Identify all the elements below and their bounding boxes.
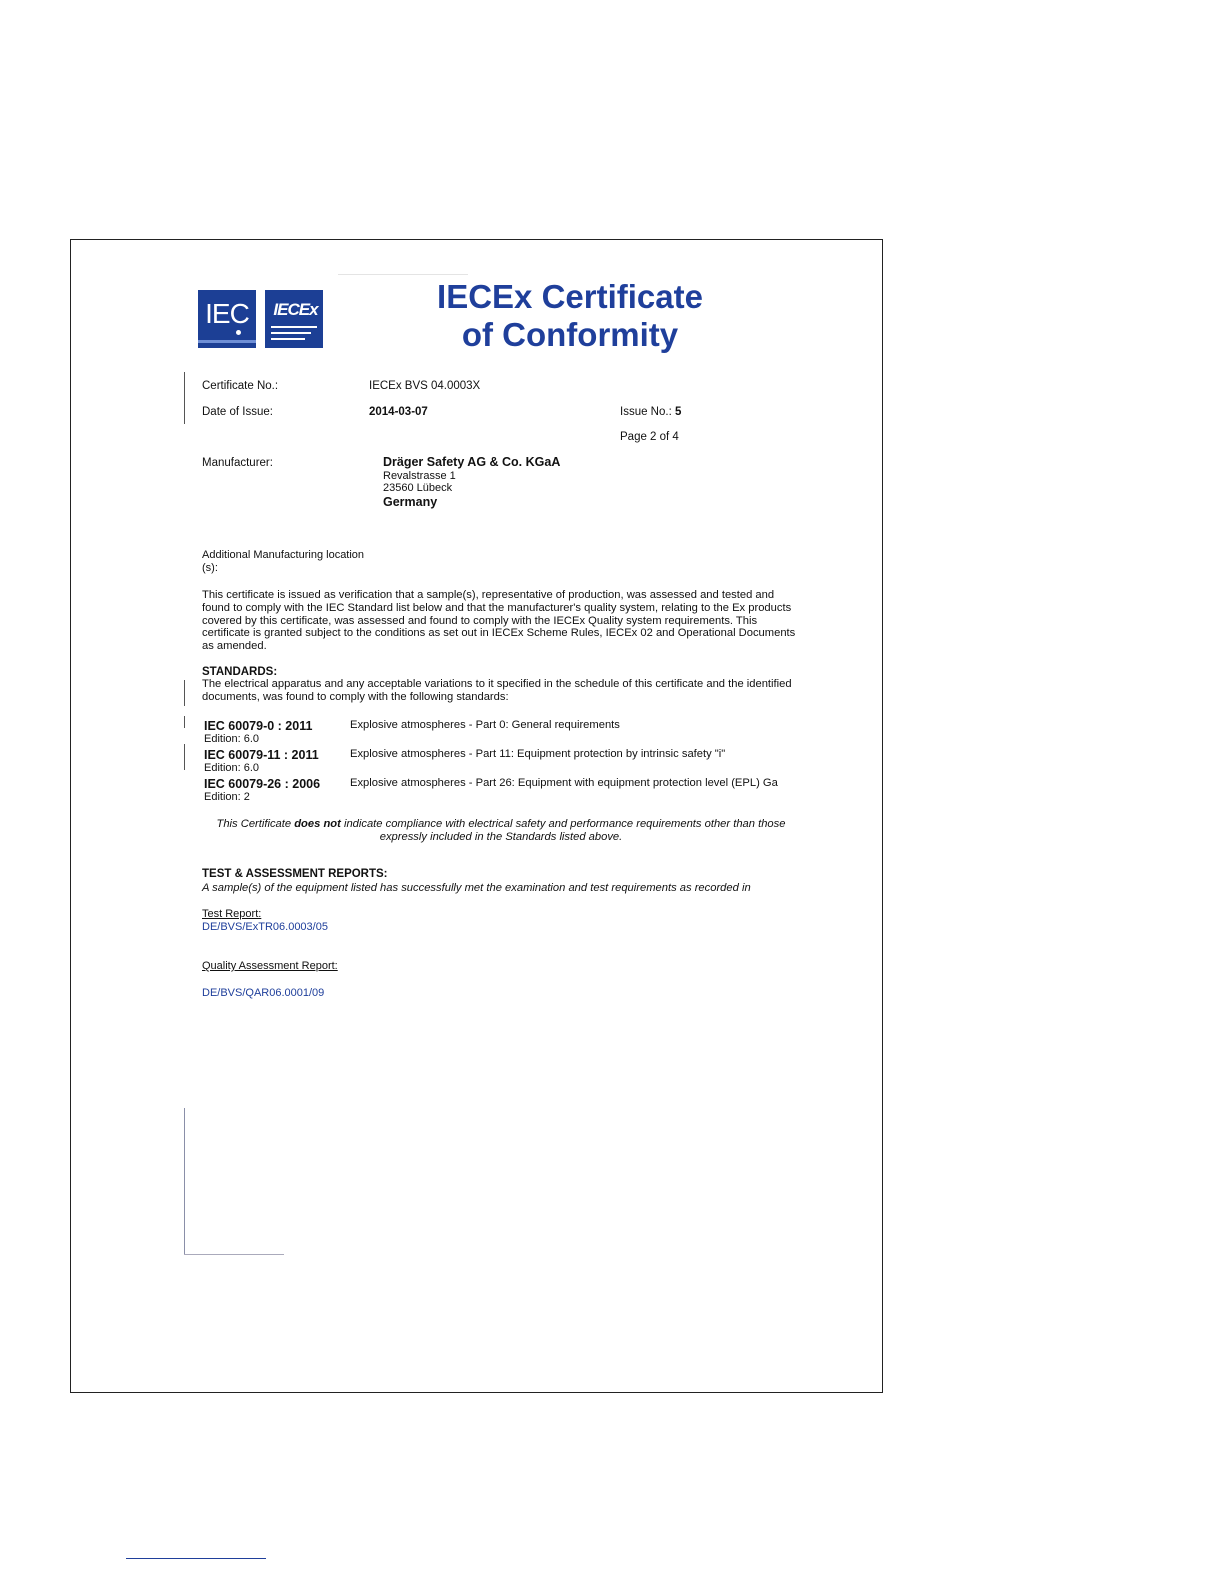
page-indicator: Page 2 of 4 [620, 431, 679, 443]
date-of-issue-label: Date of Issue: [202, 406, 273, 418]
iec-logo-text: IEC [205, 298, 249, 329]
issue-number [620, 406, 681, 418]
certificate-statement: This certificate is issued as verification that a sample(s), representative of production, was assessed and tested and found to comply with the IEC Standard list below and that the manufacturer's quality system, relating to the Ex products covered by this certificate, was assessed and found to comply with the IECEx Quality system requirements. This certificate is granted subject to the conditions as set out in IECEx Scheme Rules, IECEx 02 and Operational Documents as amended. [202, 589, 796, 653]
additional-location-label-line2: (s): [202, 562, 218, 574]
manufacturer-city: 23560 Lübeck [383, 482, 453, 494]
title-rule [338, 274, 468, 275]
manufacturer-name: Dräger Safety AG & Co. KGaA [383, 455, 561, 469]
reports-heading: TEST & ASSESSMENT REPORTS: [202, 868, 388, 880]
quality-assessment-report-value: DE/BVS/QAR06.0001/09 [202, 987, 325, 999]
standard-code: IEC 60079-11 : 2011 [204, 748, 319, 762]
revision-margin-line [184, 744, 185, 770]
standard-edition: Edition: 6.0 [204, 733, 260, 745]
certificate-page-frame [70, 239, 883, 1393]
manufacturer-label: Manufacturer: [202, 457, 273, 469]
standard-edition: Edition: 6.0 [204, 762, 260, 774]
standard-code: IEC 60079-0 : 2011 [204, 719, 313, 733]
date-of-issue-value: 2014-03-07 [369, 406, 428, 418]
standard-code: IEC 60079-26 : 2006 [204, 777, 321, 791]
revision-margin-line [184, 1108, 185, 1254]
certificate-number-label: Certificate No.: [202, 380, 279, 392]
manufacturer-street: Revalstrasse 1 [383, 470, 456, 482]
revision-margin-line [184, 716, 185, 728]
standard-description: Explosive atmospheres - Part 0: General requirements [350, 719, 620, 731]
standards-disclaimer: This Certificate does not indicate compliance with electrical safety and performance requirements other than those expressly included in the Standards listed above. [216, 818, 786, 843]
standards-intro: The electrical apparatus and any acceptable variations to it specified in the schedule of this certificate and the identified documents, was found to comply with the following standards: [202, 678, 792, 703]
certificate-number-value: IECEx BVS 04.0003X [369, 380, 481, 392]
issue-number-value: 5 [674, 406, 682, 418]
page-title-line1: IECEx Certificate [437, 278, 703, 315]
standard-description: Explosive atmospheres - Part 26: Equipment with equipment protection level (EPL) Ga [350, 777, 778, 789]
standard-edition: Edition: 2 [204, 791, 250, 803]
footer-rule [126, 1558, 266, 1559]
test-report-value: DE/BVS/ExTR06.0003/05 [202, 921, 328, 933]
revision-margin-line [184, 680, 185, 706]
iec-logo [198, 290, 256, 348]
page-title-line2: of Conformity [461, 316, 679, 353]
quality-assessment-report-label: Quality Assessment Report: [202, 960, 338, 972]
additional-location-label-line1: Additional Manufacturing location [202, 549, 365, 561]
reports-intro: A sample(s) of the equipment listed has successfully met the examination and test requirements as recorded in [202, 882, 751, 894]
iecex-logo [265, 290, 323, 348]
iecex-logo-text: IECEx [273, 300, 318, 319]
issue-number-label: Issue No.: [620, 406, 672, 418]
standard-description: Explosive atmospheres - Part 11: Equipment protection by intrinsic safety "i" [350, 748, 726, 760]
revision-margin-line [184, 372, 185, 424]
test-report-label: Test Report: [202, 908, 262, 920]
standards-heading: STANDARDS: [202, 666, 278, 678]
revision-margin-rule [184, 1254, 284, 1255]
manufacturer-country: Germany [383, 495, 438, 509]
